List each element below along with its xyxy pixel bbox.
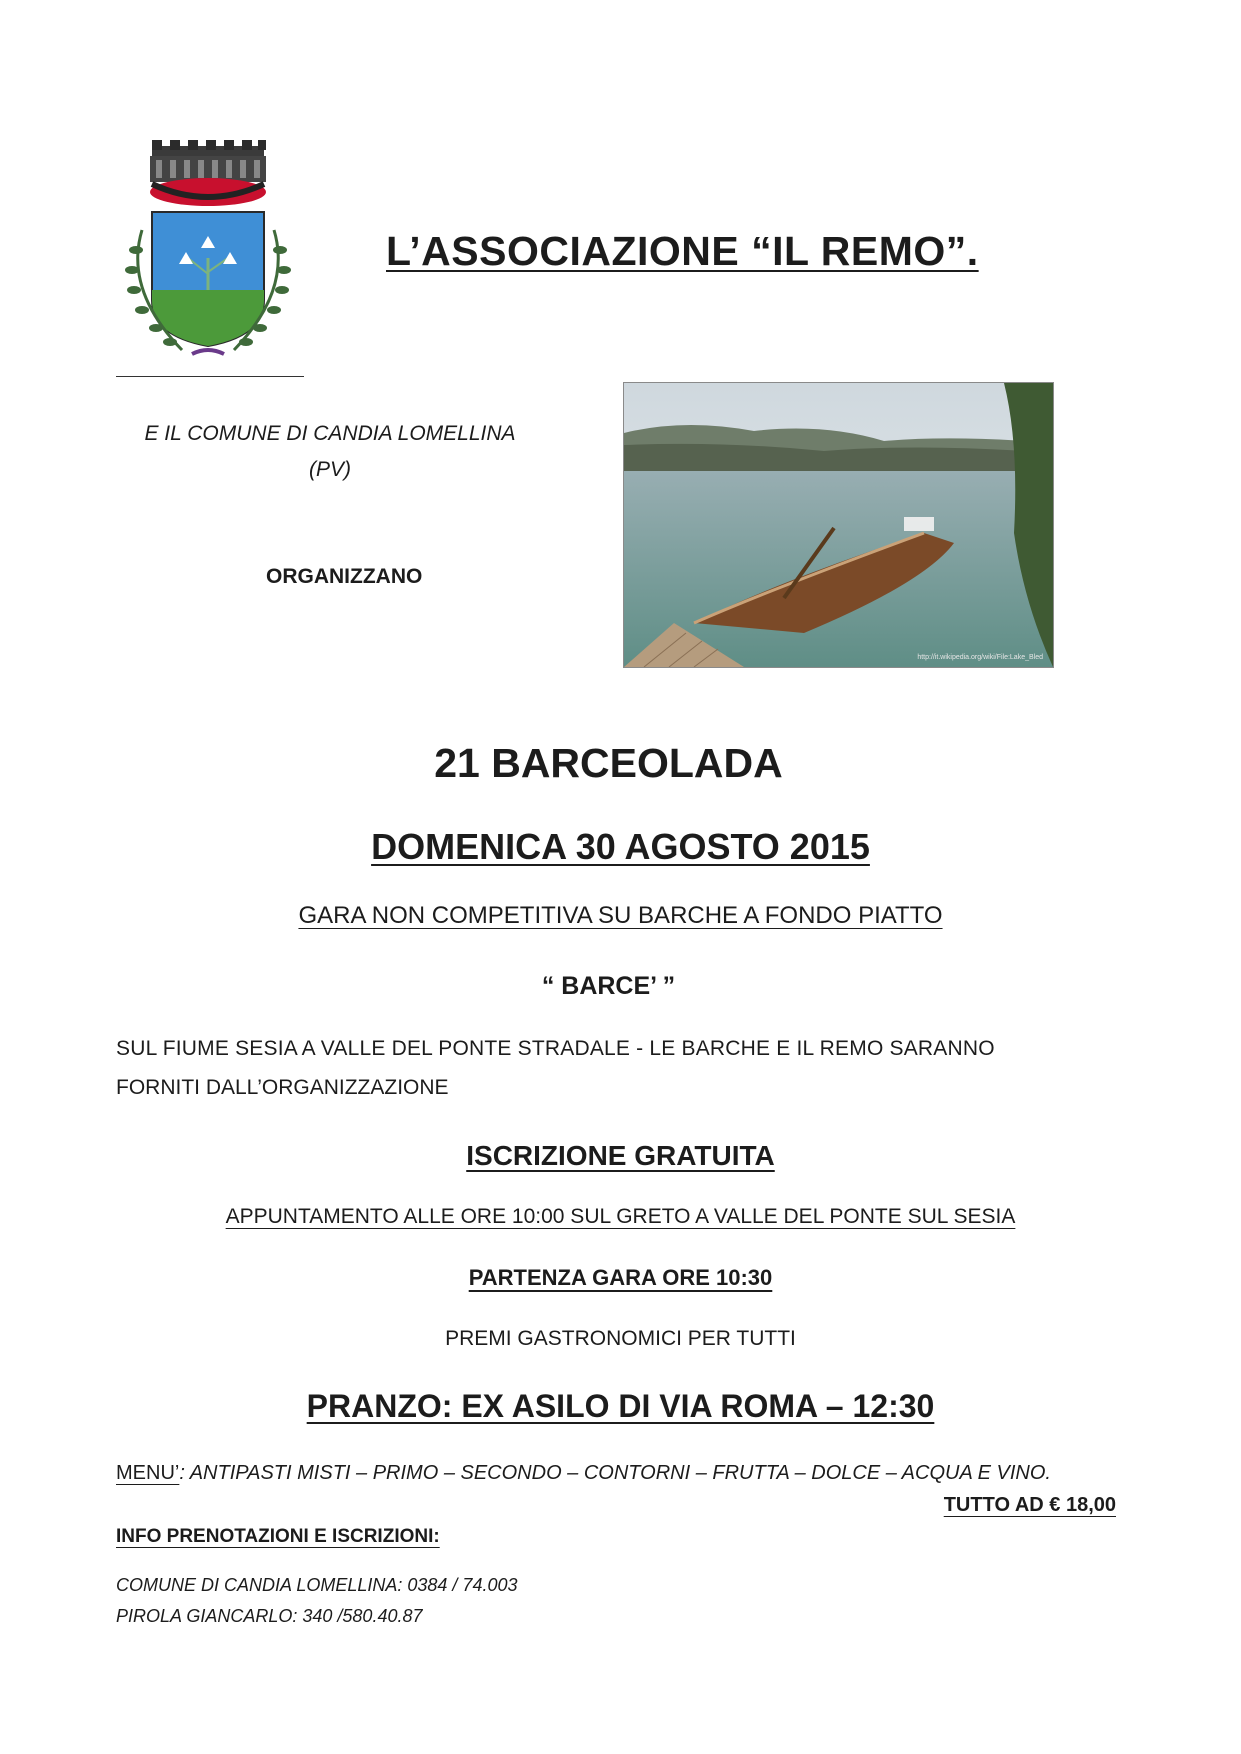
lake-photo bbox=[623, 382, 1054, 668]
coat-of-arms-icon bbox=[112, 140, 304, 370]
photo-credit: http://it.wikipedia.org/wiki/File:Lake_Bled bbox=[917, 654, 1043, 661]
organizzano-label: ORGANIZZANO bbox=[266, 565, 423, 588]
rowboat-image bbox=[624, 383, 1053, 667]
menu-price: TUTTO AD € 18,00 bbox=[943, 1494, 1116, 1516]
registration-wrap bbox=[0, 1140, 1241, 1172]
start-wrap bbox=[0, 1265, 1241, 1291]
menu-items: : ANTIPASTI MISTI – PRIMO – SECONDO – CONTORNI – FRUTTA – DOLCE – ACQUA E VINO. bbox=[179, 1462, 1051, 1484]
event-date-wrap bbox=[0, 826, 1241, 868]
menu-line bbox=[116, 1462, 1051, 1485]
event-date: DOMENICA 30 AGOSTO 2015 bbox=[371, 826, 870, 867]
intro-line-2: (PV) bbox=[309, 458, 351, 481]
meeting-info: APPUNTAMENTO ALLE ORE 10:00 SUL GRETO A VALLE DEL PONTE SUL SESIA bbox=[225, 1205, 1016, 1228]
prizes-text: PREMI GASTRONOMICI PER TUTTI bbox=[445, 1327, 796, 1350]
event-location-line-2: FORNITI DALL’ORGANIZZAZIONE bbox=[116, 1076, 449, 1099]
event-location-line-1: SUL FIUME SESIA A VALLE DEL PONTE STRADALE - LE BARCHE E IL REMO SARANNO bbox=[116, 1037, 995, 1060]
registration-label: ISCRIZIONE GRATUITA bbox=[466, 1140, 775, 1171]
meeting-wrap bbox=[0, 1205, 1241, 1229]
contact-comune: COMUNE DI CANDIA LOMELLINA: 0384 / 74.003 bbox=[116, 1575, 518, 1595]
event-subtitle-wrap bbox=[0, 902, 1241, 930]
event-name: 21 BARCEOLADA bbox=[434, 740, 783, 786]
contact-pirola: PIROLA GIANCARLO: 340 /580.40.87 bbox=[116, 1606, 423, 1626]
event-boats: “ BARCE’ ” bbox=[541, 972, 676, 1000]
event-subtitle: GARA NON COMPETITIVA SU BARCHE A FONDO PIATTO bbox=[298, 902, 943, 929]
race-start: PARTENZA GARA ORE 10:30 bbox=[468, 1265, 773, 1290]
page-title: L’ASSOCIAZIONE “IL REMO”. bbox=[386, 228, 979, 274]
lunch-wrap bbox=[0, 1388, 1241, 1425]
intro-line-1: E IL COMUNE DI CANDIA LOMELLINA bbox=[144, 422, 516, 445]
coat-of-arms bbox=[112, 140, 304, 370]
info-heading: INFO PRENOTAZIONI E ISCRIZIONI: bbox=[116, 1526, 440, 1547]
menu-label: MENU’ bbox=[116, 1462, 180, 1484]
lunch-info: PRANZO: EX ASILO DI VIA ROMA – 12:30 bbox=[306, 1388, 935, 1424]
emblem-divider bbox=[116, 376, 304, 377]
